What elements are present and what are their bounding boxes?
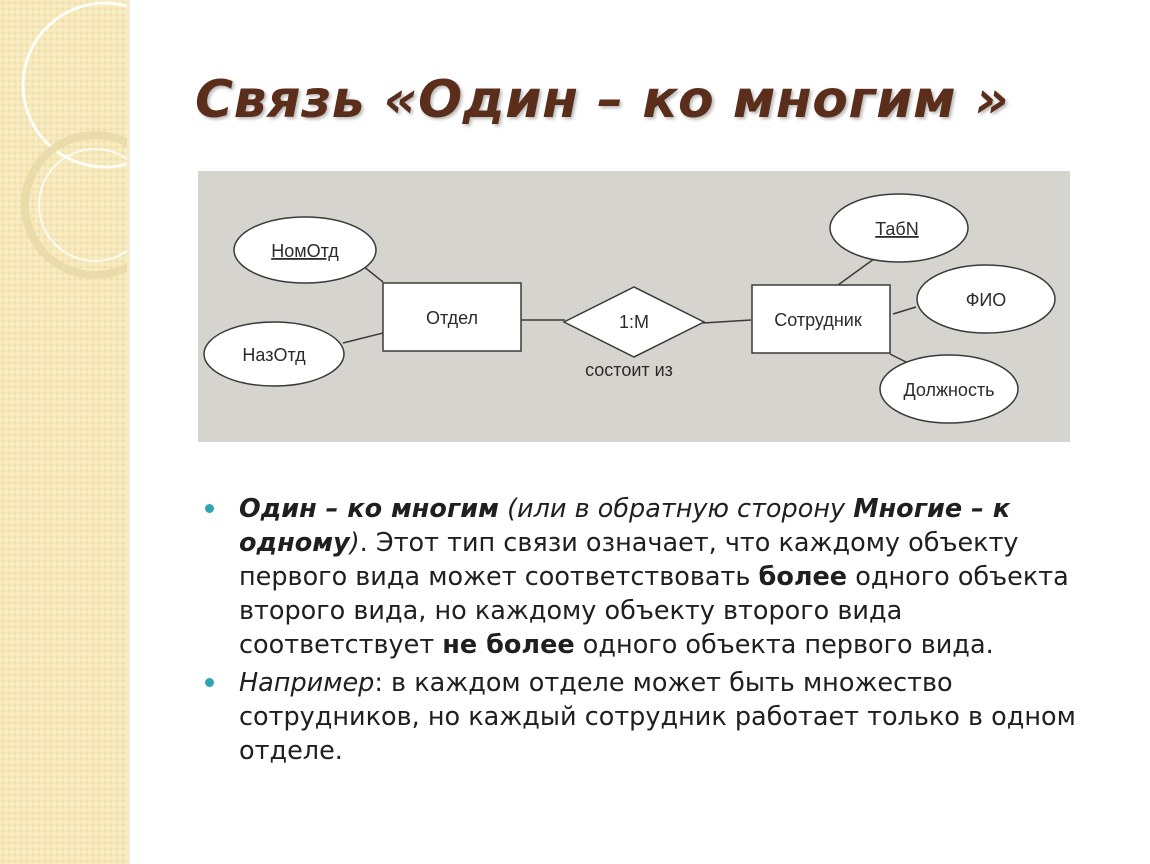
- line-nomotd-otdel: [363, 266, 383, 282]
- paren-close-text: ): [349, 528, 360, 558]
- attr-nomotd-label: НомОтд: [271, 241, 339, 261]
- definition-text-2: одного объекта второго вида, но каждому объекту второго вида соответствует: [239, 562, 1069, 660]
- decorative-side-strip: [0, 0, 127, 864]
- attr-nazotd-label: НазОтд: [242, 345, 306, 365]
- strip-edge: [127, 0, 130, 864]
- bullet-list: [202, 492, 1082, 772]
- line-employee-fio: [893, 307, 916, 314]
- bullet-dot-icon: [205, 678, 214, 687]
- attr-fio-label: ФИО: [965, 290, 1007, 310]
- emphasis-more: более: [758, 562, 848, 592]
- definition-text-1: . Этот тип связи означает, что каждому объекту первого вида может соответствовать: [239, 528, 1019, 592]
- er-diagram: [198, 171, 1070, 442]
- slide-title: Связь «Один – ко многим »: [195, 70, 1010, 130]
- line-employee-tabn: [838, 256, 878, 285]
- bullet-item-definition: [202, 492, 1082, 662]
- entity-employee-label: Сотрудник: [774, 310, 862, 330]
- bullet-dot-icon: [205, 504, 214, 513]
- relationship-cardinality: 1:M: [618, 312, 650, 332]
- example-lead: Например: [239, 668, 375, 698]
- relationship-label: состоит из: [585, 360, 673, 380]
- decorative-circles: [0, 0, 127, 864]
- er-diagram-canvas: [198, 171, 1070, 442]
- definition-text-3: одного объекта первого вида.: [574, 630, 994, 660]
- paren-open-text: (или в обратную сторону: [498, 494, 854, 524]
- term-one-to-many: Один – ко многим: [239, 494, 499, 524]
- attr-tabn-label: ТабN: [875, 219, 919, 239]
- term-many-to-one: Многие – к одному: [239, 494, 1010, 558]
- example-text: : в каждом отделе может быть множество сотрудников, но каждый сотрудник работает только в одном отделе.: [239, 668, 1076, 766]
- emphasis-not-more: не более: [442, 630, 575, 660]
- attr-position-label: Должность: [903, 380, 995, 400]
- line-relationship-employee: [703, 320, 751, 323]
- line-nazotd-otdel: [343, 333, 383, 343]
- bullet-item-example: [202, 666, 1082, 768]
- entity-department-label: Отдел: [425, 308, 479, 328]
